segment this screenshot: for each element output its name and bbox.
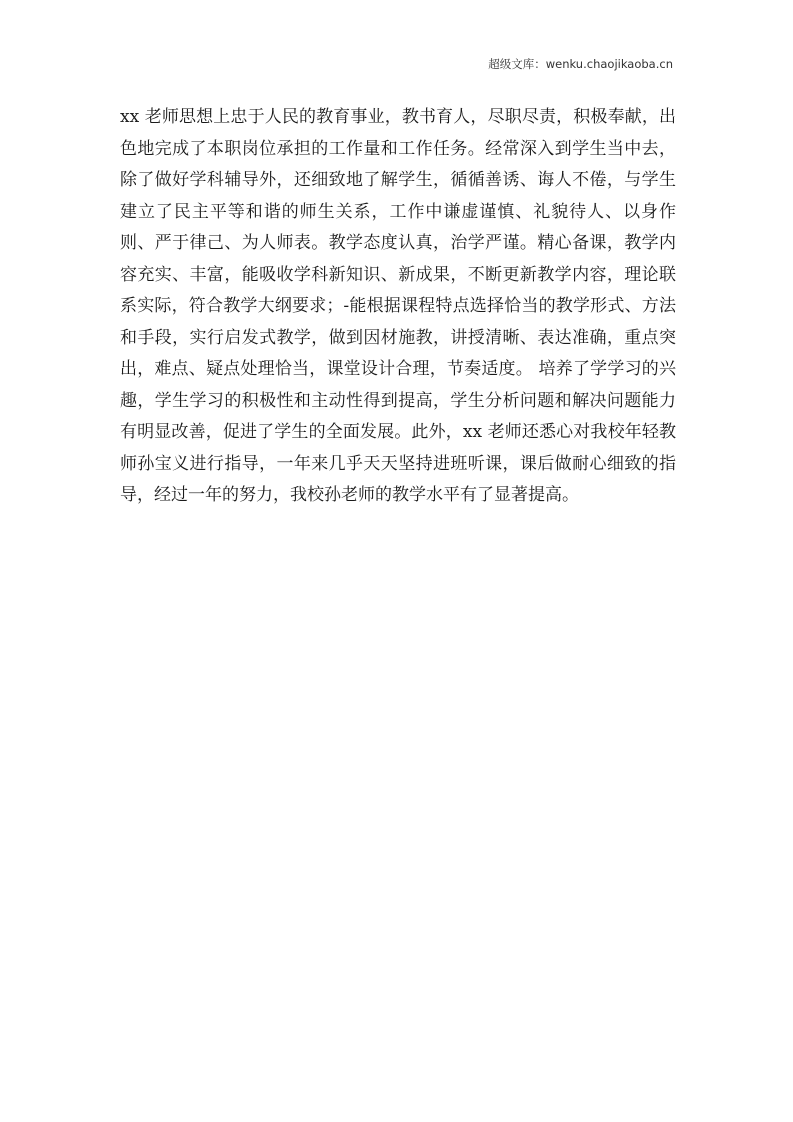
page-header-source: 超级文库：wenku.chaojikaoba.cn bbox=[488, 57, 673, 71]
body-paragraph: xx 老师思想上忠于人民的教育事业，教书育人，尽职尽责，积极奉献，出色地完成了本职岗位承担的工作量和工作任务。经常深入到学生当中去，除了做好学科辅导外，还细致地了解学生，循循善诱、诲人不倦，与学生建立了民主平等和谐的师生关系，工作中谦虚谨慎、礼貌待人、以身作则、严于律己、为人师表。教学态度认真，治学严谨。精心备课，教学内容充实、丰富，能吸收学科新知识、新成果，不断更新教学内容，理论联系实际，符合教学大纲要求；-能根据课程特点选择恰当的教学形式、方法和手段，实行启发式教学，做到因材施教，讲授清晰、表达准确，重点突出，难点、疑点处理恰当，课堂设计合理，节奏适度。 培养了学学习的兴趣，学生学习的积极性和主动性得到提高，学生分析问题和解决问题能力有明显改善，促进了学生的全面发展。此外，xx 老师还悉心对我校年轻教师孙宝义进行指导，一年来几乎天天坚持进班听课，课后做耐心细致的指导，经过一年的努力，我校孙老师的教学水平有了显著提高。 bbox=[120, 107, 676, 505]
